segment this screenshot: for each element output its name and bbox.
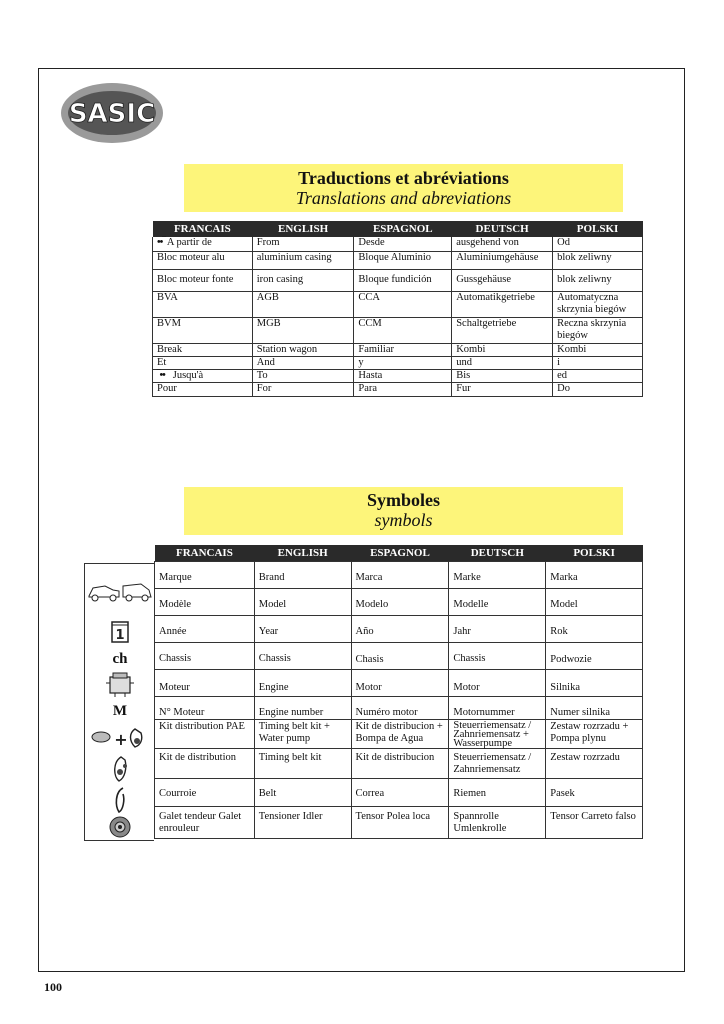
cell: und	[452, 356, 553, 369]
cell: Bloc moteur fonte	[153, 269, 253, 291]
symbols-banner	[184, 487, 623, 535]
cell: Zestaw rozrzadu + Pompa plynu	[546, 720, 643, 749]
cell: Timing belt kit + Water pump	[254, 720, 351, 749]
engine-icon	[85, 671, 155, 699]
cell: Correa	[351, 779, 449, 807]
cell: iron casing	[252, 269, 354, 291]
cell: Od	[553, 237, 643, 251]
symbols-title: Symboles	[366, 490, 440, 510]
cell: ausgehend von	[452, 237, 553, 251]
cell: From	[252, 237, 354, 251]
cell: Hasta	[354, 369, 452, 382]
col-header-polski: POLSKI	[546, 545, 643, 562]
svg-text:+: +	[114, 730, 128, 749]
cell: Año	[351, 616, 449, 643]
col-header-francais: FRANCAIS	[155, 545, 255, 562]
cell: Kit de distribucion	[351, 749, 449, 779]
cell: Steuerriemensatz / Zahnriemensatz	[449, 749, 546, 779]
cell: Gussgehäuse	[452, 269, 553, 291]
cell: Year	[254, 616, 351, 643]
cell: BVM	[153, 317, 253, 343]
table-row	[155, 616, 643, 643]
cell: Para	[354, 382, 452, 396]
cell: Brand	[254, 562, 351, 589]
symbols-subtitle: symbols	[374, 510, 433, 530]
cell: Tensor Carreto falso	[546, 807, 643, 839]
table-row	[155, 670, 643, 697]
cell: Kit de distribution	[155, 749, 255, 779]
translations-subtitle: Translations and abreviations	[295, 188, 512, 208]
cell: blok zeliwny	[553, 251, 643, 269]
calendar-icon	[85, 619, 155, 645]
cell: Automatikgetriebe	[452, 291, 553, 317]
cell: Motornummer	[449, 697, 546, 720]
cell: Et	[153, 356, 253, 369]
cell: i	[553, 356, 643, 369]
cell: Rok	[546, 616, 643, 643]
translations-table	[152, 221, 643, 397]
col-header-english: ENGLISH	[252, 221, 354, 237]
table-row	[155, 720, 643, 749]
table-row	[153, 356, 643, 369]
cell: Tensor Polea loca	[351, 807, 449, 839]
cell: Modelle	[449, 589, 546, 616]
cell: Schaltgetriebe	[452, 317, 553, 343]
table-row	[153, 382, 643, 396]
chassis-label-icon: ch	[112, 651, 128, 667]
cell: Steuerriemensatz / Zahnriemensatz + Wasserpumpe	[449, 720, 546, 749]
cell: Marca	[351, 562, 449, 589]
cell: Numéro motor	[351, 697, 449, 720]
table-row	[155, 643, 643, 670]
cell: Model	[546, 589, 643, 616]
cell: Marke	[449, 562, 546, 589]
cell: AGB	[252, 291, 354, 317]
symbol-icon-column	[84, 563, 154, 841]
cell: Chassis	[449, 643, 546, 670]
table-row	[153, 317, 643, 343]
cell: y	[354, 356, 452, 369]
cell: Motor	[351, 670, 449, 697]
cell: aluminium casing	[252, 251, 354, 269]
cell: Zestaw rozrzadu	[546, 749, 643, 779]
cell: Marque	[155, 562, 255, 589]
table-row	[155, 749, 643, 779]
cell: N° Moteur	[155, 697, 255, 720]
cell: CCA	[354, 291, 452, 317]
cell: Kit distribution PAE	[155, 720, 255, 749]
cell: Chassis	[254, 643, 351, 670]
cell: Bloque fundición	[354, 269, 452, 291]
cell: To	[252, 369, 354, 382]
until-dots-icon: ‾••	[157, 369, 165, 381]
cell: Pasek	[546, 779, 643, 807]
cell: Chassis	[155, 643, 255, 670]
table-row	[153, 343, 643, 356]
cell: Aluminiumgehäuse	[452, 251, 553, 269]
symbols-table	[154, 545, 643, 839]
cell: Timing belt kit	[254, 749, 351, 779]
cell: Tensioner Idler	[254, 807, 351, 839]
col-header-deutsch: DEUTSCH	[449, 545, 546, 562]
table-row	[155, 697, 643, 720]
cell: Kit de distribucion + Bompa de Agua	[351, 720, 449, 749]
cell: CCM	[354, 317, 452, 343]
svg-text:1: 1	[115, 628, 125, 643]
col-header-deutsch: DEUTSCH	[452, 221, 553, 237]
cell: blok zeliwny	[553, 269, 643, 291]
cell: Bis	[452, 369, 553, 382]
table-row	[153, 369, 643, 382]
cell: Année	[155, 616, 255, 643]
cell: Bloc moteur alu	[153, 251, 253, 269]
cell: Engine	[254, 670, 351, 697]
cell: Break	[153, 343, 253, 356]
cell: And	[252, 356, 354, 369]
car-van-icon	[85, 578, 155, 604]
cell: Motor	[449, 670, 546, 697]
page-number: 100	[44, 980, 62, 994]
table-row	[155, 562, 643, 589]
col-header-english: ENGLISH	[254, 545, 351, 562]
cell: Riemen	[449, 779, 546, 807]
col-header-espagnol: ESPAGNOL	[354, 221, 452, 237]
table-row	[155, 779, 643, 807]
cell: MGB	[252, 317, 354, 343]
cell: Spannrolle Umlenkrolle	[449, 807, 546, 839]
cell: A partir de	[166, 237, 212, 248]
tensioner-pulley-icon	[85, 814, 155, 840]
cell: Kombi	[553, 343, 643, 356]
cell: Jahr	[449, 616, 546, 643]
cell: Bloque Aluminio	[354, 251, 452, 269]
cell: Station wagon	[252, 343, 354, 356]
translations-title: Traductions et abréviations	[298, 168, 509, 188]
col-header-espagnol: ESPAGNOL	[351, 545, 449, 562]
motor-number-label-icon: M	[112, 703, 128, 719]
cell: Moteur	[155, 670, 255, 697]
sasic-logo	[60, 82, 164, 144]
cell: Engine number	[254, 697, 351, 720]
cell: Fur	[452, 382, 553, 396]
cell: BVA	[153, 291, 253, 317]
cell: Desde	[354, 237, 452, 251]
cell: Model	[254, 589, 351, 616]
cell: Chasis	[351, 643, 449, 670]
from-dots-icon: ••‾	[157, 237, 165, 248]
table-row	[153, 237, 643, 251]
cell: Do	[553, 382, 643, 396]
timing-belt-kit-icon	[85, 754, 155, 784]
cell: For	[252, 382, 354, 396]
cell: Modèle	[155, 589, 255, 616]
cell: ed	[553, 369, 643, 382]
table-row	[155, 589, 643, 616]
col-header-francais: FRANCAIS	[153, 221, 253, 237]
translations-banner	[184, 164, 623, 212]
cell: Kombi	[452, 343, 553, 356]
cell: Reczna skrzynia biegów	[553, 317, 643, 343]
cell: Marka	[546, 562, 643, 589]
table-row	[153, 291, 643, 317]
cell: Belt	[254, 779, 351, 807]
cell: Pour	[153, 382, 253, 396]
cell: Silnika	[546, 670, 643, 697]
cell: Modelo	[351, 589, 449, 616]
table-row	[155, 807, 643, 839]
cell: Jusqu'à	[172, 369, 204, 381]
svg-text:SASIC: SASIC	[68, 99, 156, 129]
cell: Numer silnika	[546, 697, 643, 720]
table-row	[153, 251, 643, 269]
cell: Galet tendeur Galet enrouleur	[155, 807, 255, 839]
belt-icon	[85, 786, 155, 814]
table-row	[153, 269, 643, 291]
cell: Familiar	[354, 343, 452, 356]
col-header-polski: POLSKI	[553, 221, 643, 237]
cell: Automatyczna skrzynia biegów	[553, 291, 643, 317]
cell: Podwozie	[546, 643, 643, 670]
water-pump-plus-belt-icon	[85, 725, 155, 751]
cell: Courroie	[155, 779, 255, 807]
